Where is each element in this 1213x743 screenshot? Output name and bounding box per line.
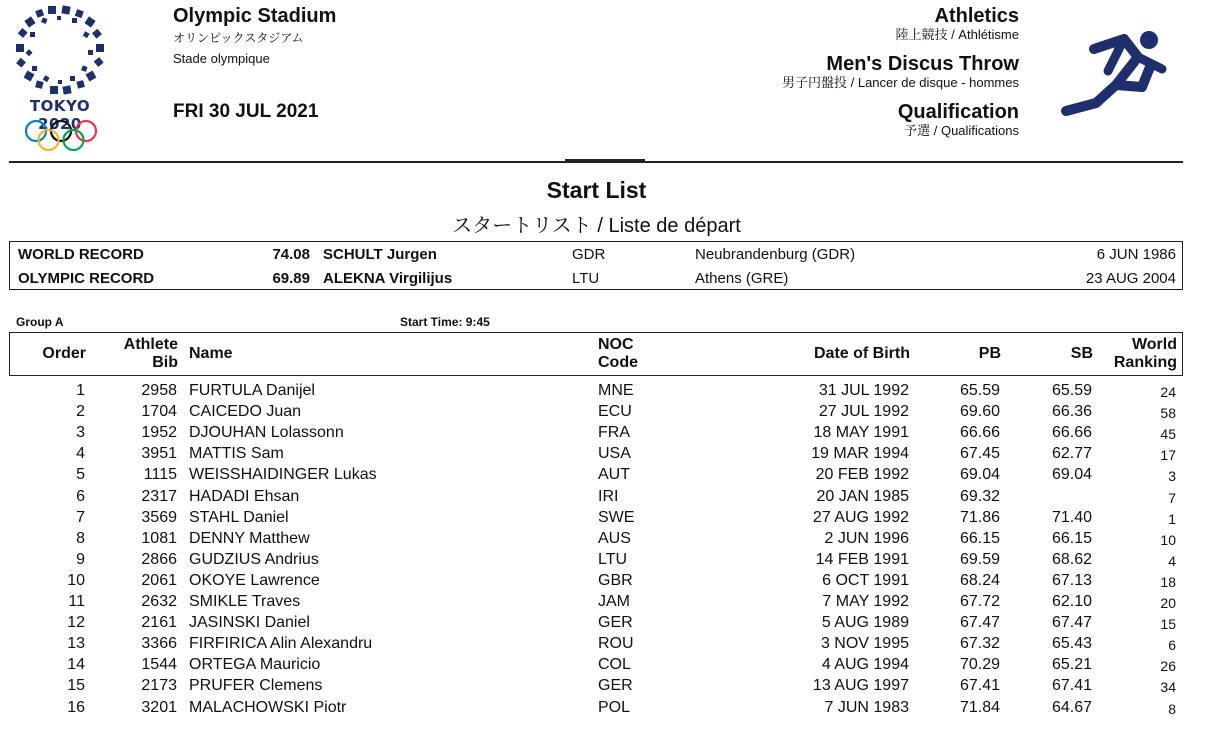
athlete-world-ranking: 20 [1160, 595, 1176, 611]
start-time: Start Time: 9:45 [400, 315, 490, 329]
athlete-pb: 69.04 [959, 466, 1000, 484]
athlete-bib: 3951 [141, 445, 177, 463]
athlete-world-ranking: 7 [1168, 489, 1176, 506]
athlete-order: 6 [76, 487, 85, 505]
athlete-noc: MNE [598, 382, 634, 399]
event-date: FRI 30 JUL 2021 [173, 101, 319, 122]
athlete-noc: ECU [598, 403, 632, 421]
athlete-pb: 71.84 [959, 698, 1000, 716]
record-noc: LTU [572, 270, 600, 287]
athlete-bib: 1115 [143, 466, 177, 484]
athlete-noc: GBR [598, 571, 633, 589]
athlete-bib: 2173 [141, 677, 177, 695]
athlete-dob: 20 FEB 1992 [815, 466, 909, 484]
athlete-dob: 18 MAY 1991 [813, 424, 909, 442]
athlete-order: 9 [76, 550, 85, 568]
header-divider-accent [565, 159, 645, 162]
athlete-world-ranking: 24 [1160, 384, 1176, 400]
athlete-name: FURTULA Danijel [189, 382, 315, 399]
athlete-pb: 67.72 [959, 593, 1000, 610]
athlete-bib: 3569 [141, 508, 177, 526]
athlete-bib: 2061 [141, 571, 177, 589]
athlete-noc: JAM [598, 593, 630, 610]
record-date: 6 JUN 1986 [1096, 246, 1176, 263]
athlete-world-ranking: 45 [1160, 426, 1176, 443]
record-label: OLYMPIC RECORD [18, 270, 155, 287]
athlete-pb: 69.32 [959, 487, 1000, 505]
athlete-sb: 65.21 [1051, 656, 1092, 674]
athlete-world-ranking: 1 [1168, 510, 1176, 527]
athlete-noc: AUS [598, 529, 631, 547]
athlete-order: 7 [76, 508, 85, 526]
record-noc: GDR [572, 246, 606, 263]
athlete-world-ranking: 17 [1160, 447, 1176, 464]
athlete-sb: 62.10 [1051, 593, 1092, 610]
table-row [0, 401, 1213, 422]
col-pb: PB [978, 345, 1001, 362]
athlete-world-ranking: 58 [1160, 405, 1176, 422]
athlete-order: 2 [76, 403, 85, 421]
athlete-dob: 6 OCT 1991 [822, 571, 909, 589]
col-noc-line1: NOC [598, 336, 634, 353]
athlete-sb: 68.62 [1051, 550, 1092, 568]
athlete-name: OKOYE Lawrence [189, 571, 320, 589]
tokyo-2020-logo [8, 2, 112, 154]
table-row [0, 697, 1213, 718]
event-header [782, 5, 1019, 139]
venue-block [173, 5, 336, 66]
venue-title: Olympic Stadium [173, 5, 337, 27]
athlete-sb: 64.67 [1051, 698, 1092, 716]
athlete-sb: 66.36 [1051, 403, 1092, 421]
record-label: WORLD RECORD [18, 246, 144, 263]
phase-subtitle: 予選 / Qualifications [904, 123, 1019, 138]
record-date: 23 AUG 2004 [1085, 270, 1176, 287]
col-sb: SB [1070, 345, 1093, 362]
athlete-order: 12 [67, 614, 85, 632]
athlete-pb: 70.29 [959, 656, 1000, 674]
athlete-name: JASINSKI Daniel [189, 614, 310, 632]
table-row [0, 380, 1213, 401]
table-row [0, 612, 1213, 633]
athlete-sb: 62.77 [1051, 445, 1092, 463]
athlete-pb: 69.59 [959, 550, 1000, 568]
athlete-order: 10 [67, 571, 85, 589]
athlete-sb: 66.15 [1051, 529, 1092, 547]
athlete-pb: 67.41 [959, 677, 1000, 695]
world-record-row [10, 243, 1182, 266]
checkered-emblem-icon [14, 4, 106, 96]
olympic-record-row [10, 267, 1182, 290]
col-bib-line1: Athlete [123, 336, 178, 353]
athlete-world-ranking: 4 [1168, 552, 1176, 569]
athlete-dob: 14 FEB 1991 [815, 550, 909, 568]
athlete-name: WEISSHAIDINGER Lukas [189, 466, 377, 484]
athlete-dob: 7 MAY 1992 [822, 593, 909, 610]
record-place: Neubrandenburg (GDR) [695, 246, 856, 263]
record-holder: SCHULT Jurgen [323, 246, 437, 263]
athlete-bib: 1952 [141, 424, 177, 442]
athlete-name: GUDZIUS Andrius [189, 550, 319, 568]
col-order: Order [42, 345, 86, 362]
athlete-name: MALACHOWSKI Piotr [189, 698, 347, 716]
venue-title-jp: オリンピックスタジアム [173, 31, 304, 45]
athlete-bib: 1704 [141, 403, 177, 421]
document-title: Start List [546, 177, 647, 203]
athlete-noc: GER [598, 614, 633, 632]
athlete-bib: 1544 [141, 656, 177, 674]
athlete-dob: 3 NOV 1995 [820, 635, 909, 653]
athlete-pb: 65.59 [959, 382, 1000, 399]
col-ranking-line2: Ranking [1113, 354, 1177, 371]
venue-title-fr: Stade olympique [173, 51, 270, 66]
athlete-order: 13 [67, 635, 85, 653]
records-box [9, 241, 1183, 290]
event-subtitle: 男子円盤投 / Lancer de disque - hommes [782, 75, 1019, 90]
athlete-noc: SWE [598, 508, 635, 526]
athlete-name: DJOUHAN Lolassonn [189, 424, 344, 442]
col-name: Name [189, 345, 233, 362]
athlete-bib: 2632 [141, 593, 177, 610]
athlete-sb: 65.59 [1051, 382, 1092, 399]
athlete-bib: 2866 [141, 550, 177, 568]
table-row [0, 507, 1213, 528]
athlete-dob: 19 MAR 1994 [811, 445, 909, 463]
athlete-pb: 71.86 [959, 508, 1000, 526]
athlete-noc: LTU [598, 550, 628, 568]
athlete-world-ranking: 10 [1160, 531, 1176, 548]
athlete-bib: 2161 [141, 614, 177, 632]
table-row [0, 422, 1213, 443]
document-subtitle: スタートリスト / Liste de départ [452, 215, 741, 237]
athlete-dob: 7 JUN 1983 [824, 698, 909, 716]
athlete-sb: 67.41 [1051, 677, 1092, 695]
table-row [0, 528, 1213, 549]
col-dob: Date of Birth [814, 345, 910, 362]
athlete-name: PRUFER Clemens [189, 677, 323, 695]
athlete-noc: USA [598, 445, 631, 463]
athlete-name: ORTEGA Mauricio [189, 656, 321, 674]
athlete-noc: FRA [598, 424, 630, 442]
athlete-name: HADADI Ehsan [189, 487, 300, 505]
athlete-world-ranking: 6 [1168, 637, 1176, 654]
record-holder: ALEKNA Virgilijus [323, 270, 453, 287]
athlete-sb: 71.40 [1051, 508, 1092, 526]
athlete-name: DENNY Matthew [189, 529, 310, 547]
record-value: 74.08 [272, 246, 310, 263]
athlete-dob: 27 JUL 1992 [818, 403, 909, 421]
athlete-noc: IRI [598, 487, 619, 505]
athlete-world-ranking: 3 [1168, 468, 1176, 485]
athlete-bib: 3201 [141, 698, 177, 716]
col-bib [124, 336, 178, 372]
athlete-world-ranking: 26 [1160, 658, 1176, 675]
athlete-sb: 67.13 [1051, 571, 1092, 589]
record-place: Athens (GRE) [695, 270, 789, 287]
athlete-sb: 67.47 [1051, 614, 1092, 632]
athlete-bib: 1081 [141, 529, 177, 547]
col-bib-line2: Bib [152, 354, 178, 371]
table-header [9, 332, 1183, 376]
sport-subtitle: 陸上競技 / Athlétisme [895, 27, 1019, 42]
athlete-name: STAHL Daniel [189, 508, 289, 526]
athlete-dob: 4 AUG 1994 [821, 656, 909, 674]
athlete-dob: 27 AUG 1992 [812, 508, 909, 526]
table-row [0, 464, 1213, 485]
table-row [0, 654, 1213, 675]
athlete-pb: 69.60 [959, 403, 1000, 421]
athlete-sb: 69.04 [1051, 466, 1092, 484]
athlete-world-ranking: 34 [1160, 679, 1176, 696]
table-row [0, 633, 1213, 654]
athlete-bib: 3366 [141, 635, 177, 653]
athlete-noc: ROU [598, 635, 634, 653]
table-row [0, 549, 1213, 570]
athlete-dob: 13 AUG 1997 [812, 677, 909, 695]
athlete-order: 1 [76, 382, 85, 399]
athletics-pictogram-icon [1046, 27, 1168, 119]
athlete-pb: 66.66 [959, 424, 1000, 442]
athlete-world-ranking: 15 [1160, 616, 1176, 633]
athlete-order: 11 [68, 593, 85, 610]
athlete-order: 3 [76, 424, 85, 442]
col-noc [598, 336, 638, 372]
athlete-order: 8 [76, 529, 85, 547]
table-row [0, 486, 1213, 507]
athlete-noc: GER [598, 677, 633, 695]
col-noc-line2: Code [598, 354, 638, 371]
table-row [0, 591, 1213, 612]
athlete-noc: AUT [598, 466, 630, 484]
athlete-world-ranking: 18 [1160, 573, 1176, 590]
athlete-pb: 68.24 [959, 571, 1000, 589]
athlete-order: 16 [67, 698, 85, 716]
table-row [0, 443, 1213, 464]
athlete-name: CAICEDO Juan [189, 403, 302, 421]
athlete-order: 5 [76, 466, 85, 484]
athlete-name: FIRFIRICA Alin Alexandru [189, 635, 373, 653]
logo-text: TOKYO 2020 [29, 97, 91, 133]
athlete-sb: 65.43 [1051, 635, 1092, 653]
record-value: 69.89 [272, 270, 310, 287]
athlete-noc: COL [598, 656, 631, 674]
athlete-bib: 2958 [141, 382, 177, 399]
athlete-pb: 67.47 [959, 614, 1000, 632]
phase-title: Qualification [897, 101, 1019, 123]
athlete-world-ranking: 8 [1168, 700, 1176, 717]
athlete-dob: 2 JUN 1996 [824, 529, 909, 547]
athlete-order: 14 [67, 656, 85, 674]
athlete-sb: 66.66 [1051, 424, 1092, 442]
table-row [0, 675, 1213, 696]
group-label: Group A [16, 315, 64, 329]
athlete-dob: 31 JUL 1992 [818, 382, 909, 399]
table-row [0, 570, 1213, 591]
olympic-rings-icon [24, 119, 98, 153]
athlete-order: 4 [76, 445, 85, 463]
athlete-order: 15 [67, 677, 85, 695]
athlete-pb: 66.15 [959, 529, 1000, 547]
athlete-pb: 67.32 [959, 635, 1000, 653]
event-title: Men's Discus Throw [826, 53, 1019, 75]
athlete-name: SMIKLE Traves [189, 593, 301, 610]
athlete-dob: 20 JAN 1985 [816, 487, 909, 505]
athlete-noc: POL [598, 698, 631, 716]
sport-title: Athletics [934, 5, 1019, 27]
athlete-name: MATTIS Sam [189, 445, 284, 463]
athlete-bib: 2317 [141, 487, 177, 505]
athlete-dob: 5 AUG 1989 [821, 614, 909, 632]
col-ranking-line1: World [1131, 336, 1177, 353]
athlete-pb: 67.45 [959, 445, 1000, 463]
col-ranking [1114, 336, 1177, 372]
